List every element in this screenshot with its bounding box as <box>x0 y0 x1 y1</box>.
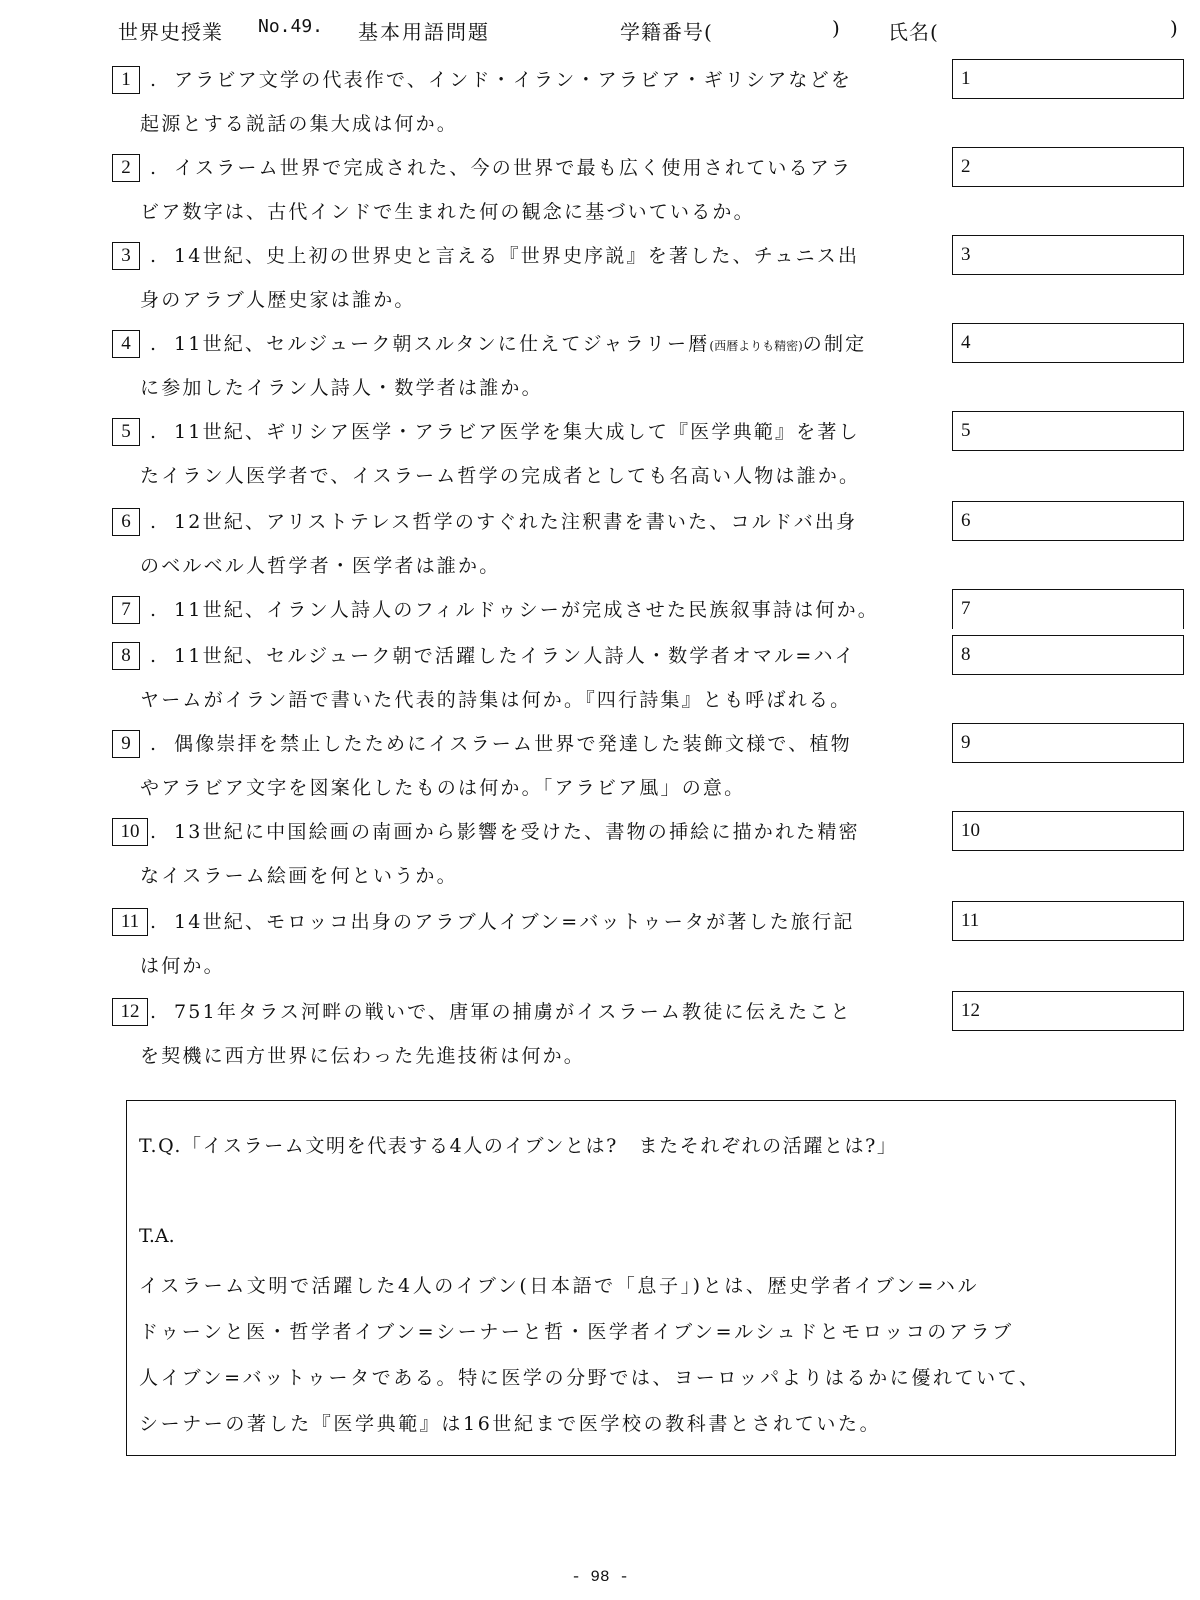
answer-box[interactable]: 2 <box>952 147 1184 187</box>
question-text-tail: の制定 <box>802 333 867 355</box>
answer-box[interactable]: 7 <box>952 589 1184 629</box>
question-text-cont: のベルベル人哲学者・医学者は誰か。 <box>140 555 501 577</box>
question-text: 751年タラス河畔の戦いで、唐軍の捕虜がイスラーム教徒に伝えたこと <box>174 1001 852 1023</box>
answer-box[interactable]: 12 <box>952 991 1184 1031</box>
name-close: ) <box>1170 16 1178 40</box>
answer-box[interactable]: 5 <box>952 411 1184 451</box>
answer-box[interactable]: 4 <box>952 323 1184 363</box>
question-text: 14世紀、史上初の世界史と言える『世界史序説』を著した、チュニス出 <box>174 245 860 267</box>
question-text: 11世紀、イラン人詩人のフィルドゥシーが完成させた民族叙事詩は何か。 <box>174 599 879 621</box>
worksheet-number: No.49. <box>258 16 324 37</box>
question-text: アラビア文学の代表作で、インド・イラン・アラビア・ギリシアなどを <box>174 69 853 91</box>
question-text-cont: やアラビア文字を図案化したものは何か。「アラビア風」の意。 <box>140 777 746 799</box>
answer-box[interactable]: 6 <box>952 501 1184 541</box>
answer-box[interactable]: 3 <box>952 235 1184 275</box>
question-number: 6 <box>112 508 140 536</box>
question-number: 3 <box>112 242 140 270</box>
question-text: 14世紀、モロッコ出身のアラブ人イブン=バットゥータが著した旅行記 <box>174 911 855 933</box>
tq-ta-box <box>126 1100 1176 1456</box>
question-text: 12世紀、アリストテレス哲学のすぐれた注釈書を書いた、コルドバ出身 <box>174 511 858 533</box>
worksheet-page: 世界史授業 No.49. 基本用語問題 学籍番号( ) 氏名( ) 1 . アラビア文学の代表作で、インド・イラン・アラビア・ギリシアなどを 起源とする説話の集大成は何か。 1 2 . イスラーム世界で完成された、今の世界で最も広く使用されているアラ ビア数字は、古代インドで生まれた何の観念に基づいているか。 2 3 . 14世紀、史上初の世界史と言える『世界史序説』を著した、チュニス出 身のアラブ人歴史家は誰か。 3 4 . 11世紀、セルジューク朝スルタンに仕えてジャラリー暦(西暦よりも精密)の制定 に参加したイラン人詩人・数学者は誰か。 4 5 . 11世紀、ギリシア医学・アラビア医学を集大成して『医学典範』を著し たイラン人医学者で、イスラーム哲学の完成者としても名高い人物は誰か。 5 6 . 12世紀、アリストテレス哲学のすぐれた注釈書を書いた、コルドバ出身 のベルベル人哲学者・医学者は誰か。 6 7 . 11世紀、イラン人詩人のフィルドゥシーが完成させた民族叙事詩は何か。 7 8 . 11世紀、セルジューク朝で活躍したイラン人詩人・数学者オマル=ハイ ヤームがイラン語で書いた代表的詩集は何か。『四行詩集』とも呼ばれる。 8 9 . 偶像崇拝を禁止したためにイスラーム世界で発達した装飾文様で、植物 やアラビア文字を図案化したものは何か。「アラビア風」の意。 9 10 . 13世紀に中国絵画の南画から影響を受けた、書物の挿絵に描かれた精密 なイスラーム絵画を何というか。 10 11 . 14世紀、モロッコ出身のアラブ人イブン=バットゥータが著した旅行記 は何か。 11 12 . 751年タラス河畔の戦いで、唐軍の捕虜がイスラーム教徒に伝えたこと を契機に西方世界に伝わった先進技術は何か。 12 T.Q.「イスラーム文明を代表する4人のイブンとは? またそれぞれの活躍とは?」 T.A. イスラーム文明で活躍した4人のイブン(日本語で「息子」)とは、歴史学者イブン=ハル ドゥーンと医・哲学者イブン=シーナーと哲・医学者イブン=ルシュドとモロッコのアラブ 人イブン=バットゥータである。特に医学の分野では、ヨーロッパよりはるかに優れていて、 シーナーの著した『医学典範』は16世紀まで医学校の教科書とされていた。 - 98 - <box>0 0 1200 1600</box>
question-text-cont: は何か。 <box>140 955 225 977</box>
question-text-cont: たイラン人医学者で、イスラーム哲学の完成者としても名高い人物は誰か。 <box>140 465 861 487</box>
question-text-cont: なイスラーム絵画を何というか。 <box>140 865 458 887</box>
worksheet-subtitle: 基本用語問題 <box>358 20 490 44</box>
answer-box[interactable]: 8 <box>952 635 1184 675</box>
question-number: 5 <box>112 418 140 446</box>
question-text-cont: を契機に西方世界に伝わった先進技術は何か。 <box>140 1045 586 1067</box>
student-id-close: ) <box>832 16 840 40</box>
question-text: 13世紀に中国絵画の南画から影響を受けた、書物の挿絵に描かれた精密 <box>174 821 860 843</box>
tq-question: T.Q.「イスラーム文明を代表する4人のイブンとは? またそれぞれの活躍とは?」 <box>139 1135 898 1157</box>
ta-line: 人イブン=バットゥータである。特に医学の分野では、ヨーロッパよりはるかに優れていて、 <box>139 1367 1041 1389</box>
question-text-main: 11世紀、セルジューク朝スルタンに仕えてジャラリー暦 <box>174 333 710 355</box>
student-id-label: 学籍番号( <box>620 20 713 44</box>
answer-box[interactable]: 1 <box>952 59 1184 99</box>
question-text-cont: に参加したイラン人詩人・数学者は誰か。 <box>140 377 543 399</box>
course-title: 世界史授業 <box>118 20 223 44</box>
question-text: 11世紀、セルジューク朝で活躍したイラン人詩人・数学者オマル=ハイ <box>174 645 856 667</box>
page-number: - 98 - <box>571 1568 629 1586</box>
ta-line: イスラーム文明で活躍した4人のイブン(日本語で「息子」)とは、歴史学者イブン=ハル <box>139 1275 980 1297</box>
calendar-note: (西暦よりも精密) <box>709 339 803 353</box>
ta-answer <box>139 1263 1169 1447</box>
question-number: 8 <box>112 642 140 670</box>
ta-label: T.A. <box>139 1225 175 1247</box>
question-text: 偶像崇拝を禁止したためにイスラーム世界で発達した装飾文様で、植物 <box>174 733 852 755</box>
question-text-cont: 起源とする説話の集大成は何か。 <box>140 113 459 135</box>
ta-line: ドゥーンと医・哲学者イブン=シーナーと哲・医学者イブン=ルシュドとモロッコのアラブ <box>139 1321 1014 1343</box>
question-number: 1 <box>112 66 140 94</box>
question-number: 4 <box>112 330 140 358</box>
question-number: 10 <box>112 818 148 846</box>
question-text-cont: ビア数字は、古代インドで生まれた何の観念に基づいているか。 <box>140 201 755 223</box>
answer-box[interactable]: 10 <box>952 811 1184 851</box>
ta-line: シーナーの著した『医学典範』は16世紀まで医学校の教科書とされていた。 <box>139 1413 882 1435</box>
question-number: 2 <box>112 154 140 182</box>
worksheet-header <box>118 16 1178 46</box>
question-text-cont: 身のアラブ人歴史家は誰か。 <box>140 289 416 311</box>
question-text: イスラーム世界で完成された、今の世界で最も広く使用されているアラ <box>174 157 853 179</box>
question-text: 11世紀、ギリシア医学・アラビア医学を集大成して『医学典範』を著し <box>174 421 860 443</box>
question-text <box>174 330 954 360</box>
question-number: 12 <box>112 998 148 1026</box>
question-number: 11 <box>112 908 148 936</box>
question-number: 7 <box>112 596 140 624</box>
name-label: 氏名( <box>888 20 939 44</box>
question-text-cont: ヤームがイラン語で書いた代表的詩集は何か。『四行詩集』とも呼ばれる。 <box>140 689 852 711</box>
answer-box[interactable]: 9 <box>952 723 1184 763</box>
question-number: 9 <box>112 730 140 758</box>
answer-box[interactable]: 11 <box>952 901 1184 941</box>
